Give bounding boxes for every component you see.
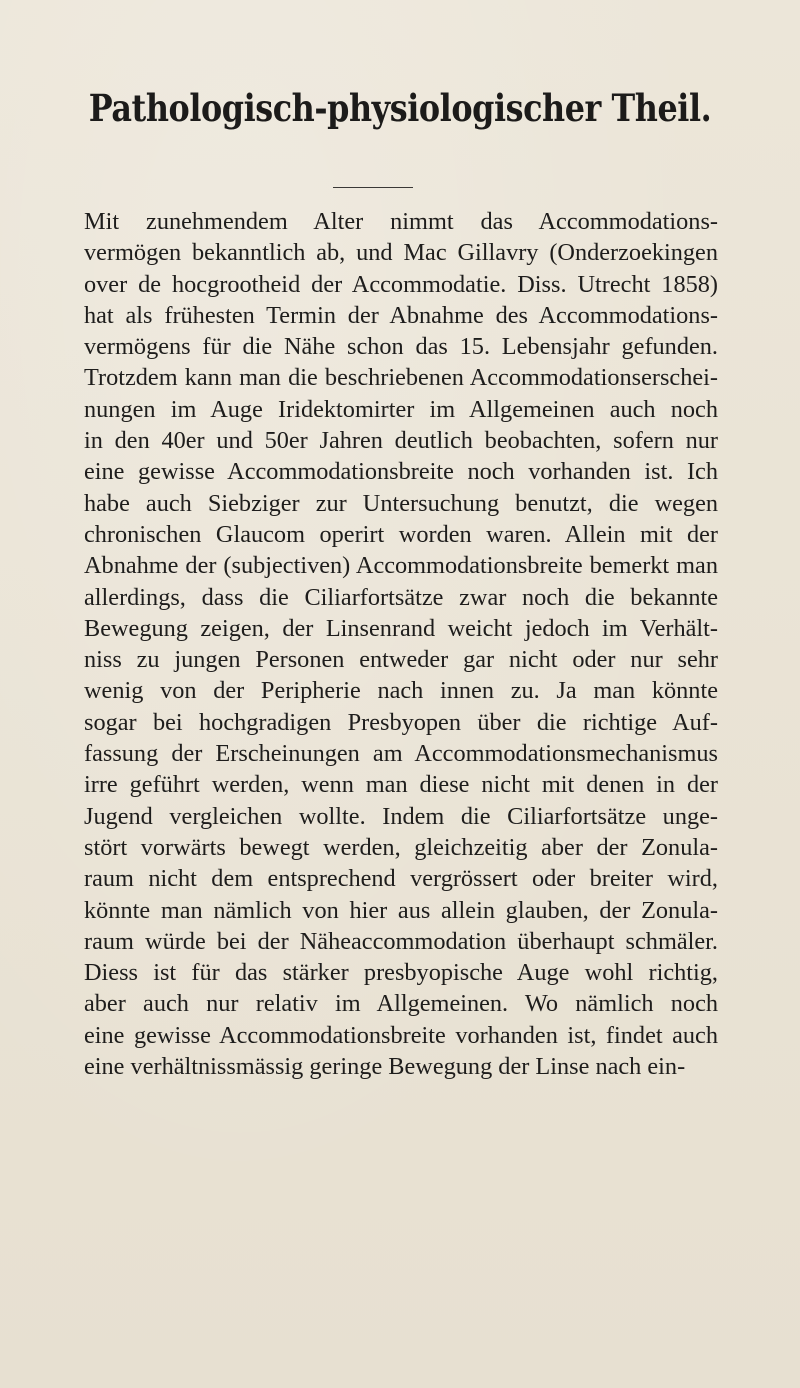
text-line: sogar bei hochgradigen Presbyopen über die richtige Auf-	[84, 708, 718, 736]
text-line: raum würde bei der Näheaccommodation überhaupt schmäler.	[84, 927, 718, 955]
text-line: irre geführt werden, wenn man diese nicht mit denen in der	[84, 771, 718, 799]
body-paragraph	[84, 206, 718, 1082]
text-line: vermögen bekanntlich ab, und Mac Gillavry (Onderzoekingen	[84, 239, 718, 267]
text-line: wenig von der Peripherie nach innen zu. Ja man könnte	[84, 677, 718, 705]
section-heading: Pathologisch-physiologischer Theil.	[88, 86, 712, 130]
text-line: aber auch nur relativ im Allgemeinen. Wo nämlich noch	[84, 990, 718, 1018]
text-line: chronischen Glaucom operirt worden waren. Allein mit der	[84, 520, 718, 548]
text-line: Trotzdem kann man die beschriebenen Accommodationserschei-	[84, 364, 718, 392]
text-line: hat als frühesten Termin der Abnahme des Accommodations-	[84, 301, 718, 329]
text-line: fassung der Erscheinungen am Accommodationsmechanismus	[84, 740, 718, 768]
text-line: nungen im Auge Iridektomirter im Allgemeinen auch noch	[84, 395, 718, 423]
text-line: niss zu jungen Personen entweder gar nicht oder nur sehr	[84, 646, 718, 674]
text-line: eine verhältnissmässig geringe Bewegung der Linse nach ein-	[84, 1053, 686, 1081]
text-line: raum nicht dem entsprechend vergrössert oder breiter wird,	[84, 865, 718, 893]
text-line: Mit zunehmendem Alter nimmt das Accommodations-	[84, 208, 718, 235]
text-line: eine gewisse Accommodationsbreite vorhanden ist, findet auch	[84, 1021, 718, 1049]
text-line: Diess ist für das stärker presbyopische Auge wohl richtig,	[84, 959, 718, 987]
text-line: eine gewisse Accommodationsbreite noch vorhanden ist. Ich	[84, 458, 718, 486]
text-line: over de hocgrootheid der Accommodatie. Diss. Utrecht 1858)	[84, 270, 718, 298]
text-line: in den 40er und 50er Jahren deutlich beobachten, sofern nur	[84, 427, 718, 455]
text-line: Abnahme der (subjectiven) Accommodationsbreite bemerkt man	[84, 552, 718, 580]
heading-divider	[333, 187, 413, 188]
text-line: könnte man nämlich von hier aus allein glauben, der Zonula-	[84, 896, 718, 924]
text-line: stört vorwärts bewegt werden, gleichzeitig aber der Zonula-	[84, 833, 718, 861]
text-line: allerdings, dass die Ciliarfortsätze zwar noch die bekannte	[84, 583, 718, 611]
text-line: habe auch Siebziger zur Untersuchung benutzt, die wegen	[84, 489, 718, 517]
text-line: Jugend vergleichen wollte. Indem die Ciliarfortsätze unge-	[84, 802, 718, 830]
text-line: vermögens für die Nähe schon das 15. Lebensjahr gefunden.	[84, 333, 718, 361]
text-line: Bewegung zeigen, der Linsenrand weicht jedoch im Verhält-	[84, 614, 718, 642]
